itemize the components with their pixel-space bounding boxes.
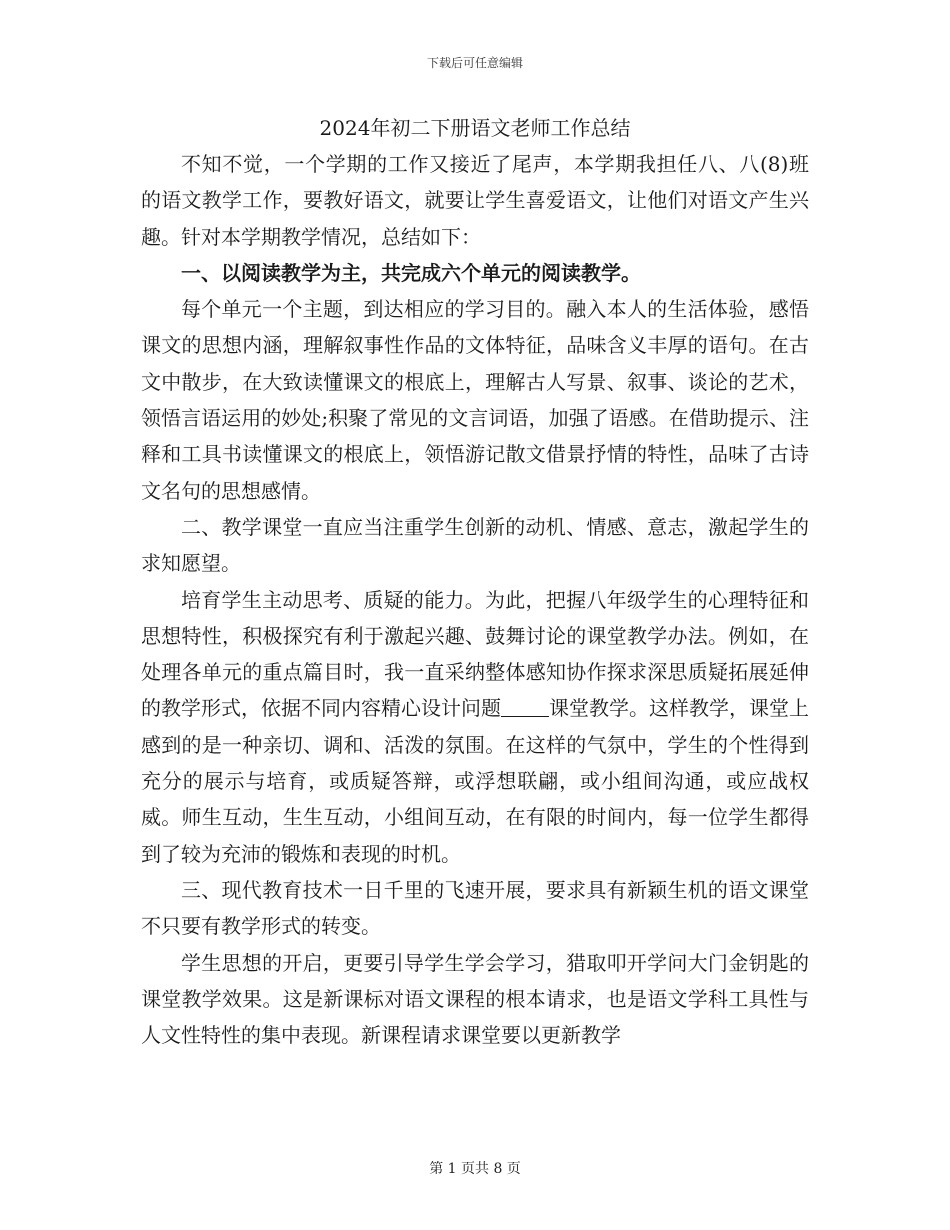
paragraph-intro: 不知不觉，一个学期的工作又接近了尾声，本学期我担任八、八(8)班的语文教学工作，要教好语文，就要让学生喜爱语文，让他们对语文产生兴趣。针对本学期教学情况，总结如下：: [141, 152, 809, 249]
paragraph-thinking: 学生思想的开启，更要引导学生学会学习，猎取叩开学问大门金钥匙的课堂教学效果。这是新课标对语文课程的根本请求，也是语文学科工具性与人文性特性的集中表现。新课程请求课堂要以更新教学: [141, 950, 809, 1048]
paragraph-reading: 每个单元一个主题，到达相应的学习目的。融入本人的生活体验，感悟课文的思想内涵，理解叙事性作品的文体特征，品味含义丰厚的语句。在古文中散步，在大致读懂课文的根底上，理解古人写景、叙事、谈论的艺术，领悟言语运用的妙处;积聚了常见的文言词语，加强了语感。在借助提示、注释和工具书读懂课文的根底上，领悟游记散文借景抒情的特性，品味了古诗文名句的思想感情。: [141, 297, 809, 503]
document-body: [141, 146, 809, 1053]
section-heading-3: 三、现代教育技术一日千里的飞速开展，要求具有新颖生机的语文课堂不只要有教学形式的转变。: [141, 877, 809, 939]
paragraph-questioning: [141, 582, 809, 872]
section-heading-2: 二、教学课堂一直应当注重学生创新的动机、情感、意志，激起学生的求知愿望。: [141, 514, 809, 576]
paragraph-questioning-part-1: 培育学生主动思考、质疑的能力。为此，把握八年级学生的心理特征和思想特性，积极探究有利于激起兴趣、鼓舞讨论的课堂教学办法。例如，在处理各单元的重点篇目时，我一直采纳整体感知协作探求深思质疑拓展延伸的教学形式，依据不同内容精心设计问题: [141, 587, 809, 721]
header-note: 下载后可任意编辑: [426, 56, 523, 70]
fill-blank-line: [501, 696, 549, 717]
section-heading-1: 一、以阅读教学为主，共完成六个单元的阅读教学。: [181, 260, 641, 285]
paragraph-questioning-part-2: 课堂教学。这样教学，课堂上感到的是一种亲切、调和、活泼的氛围。在这样的气氛中，学生的个性得到充分的展示与培育，或质疑答辩，或浮想联翩，或小组间沟通，或应战权威。师生互动，生生互动，小组间互动，在有限的时间内，每一位学生都得到了较为充沛的锻炼和表现的时机。: [141, 696, 809, 866]
page-number-footer: 第 1 页共 8 页: [429, 1161, 521, 1177]
document-title: 2024年初二下册语文老师工作总结: [319, 116, 631, 140]
